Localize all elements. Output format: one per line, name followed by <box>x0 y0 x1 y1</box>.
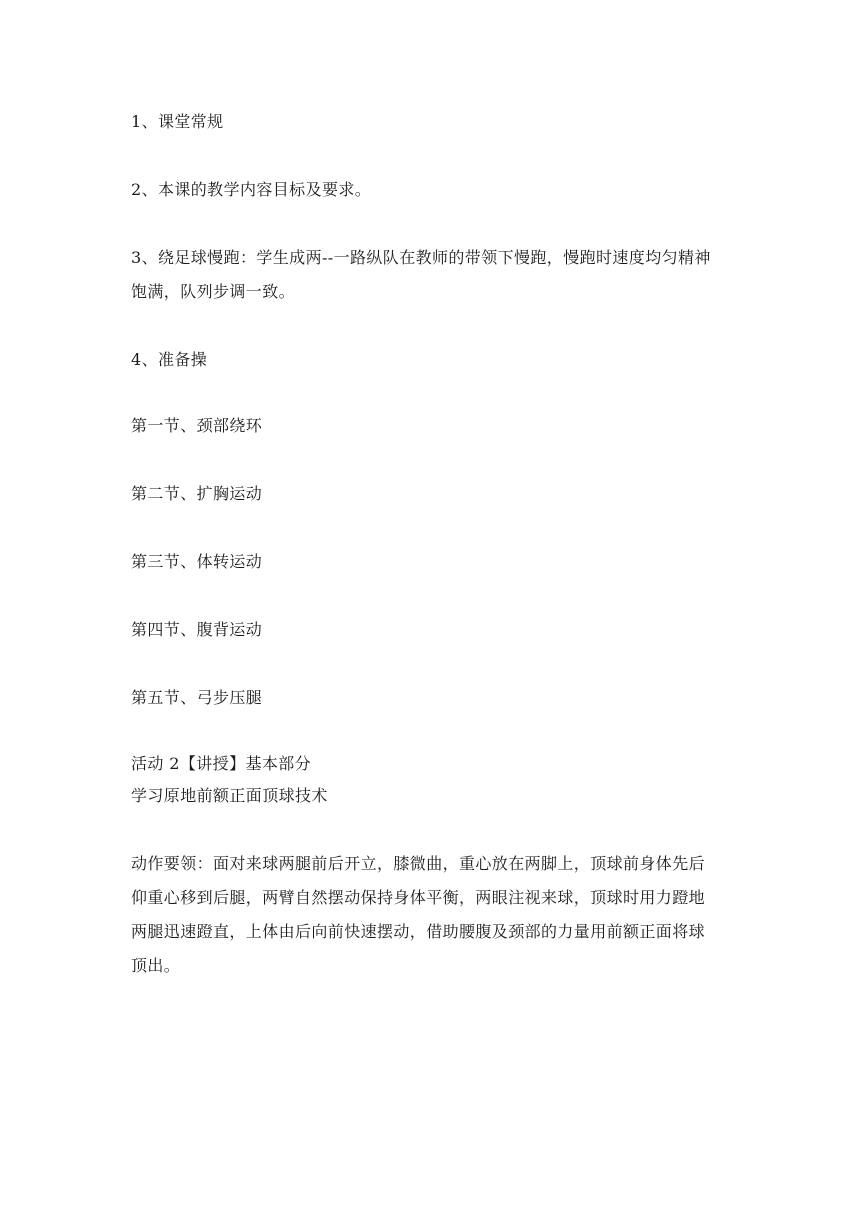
technique-line-3: 两腿迅速蹬直，上体由后向前快速摆动，借助腰腹及颈部的力量用前额正面将球 <box>131 922 706 941</box>
activity-heading: 活动 2【讲授】基本部分 <box>131 754 312 773</box>
list-item-lesson-goals: 2、本课的教学内容目标及要求。 <box>131 180 372 199</box>
list-item-jog-line-2: 饱满，队列步调一致。 <box>131 282 296 301</box>
technique-line-2: 仰重心移到后腿，两臂自然摆动保持身体平衡，两眼注视来球，顶球时用力蹬地 <box>131 888 706 907</box>
technique-line-1: 动作要领：面对来球两腿前后开立，膝微曲，重心放在两脚上，顶球前身体先后 <box>131 854 706 873</box>
list-item-jog-line-1: 3、绕足球慢跑：学生成两--一路纵队在教师的带领下慢跑，慢跑时速度均匀精神 <box>131 248 711 267</box>
exercise-section-1: 第一节、颈部绕环 <box>131 416 263 435</box>
list-item-warmup: 4、准备操 <box>131 350 208 369</box>
exercise-section-4: 第四节、腹背运动 <box>131 620 263 639</box>
exercise-section-5: 第五节、弓步压腿 <box>131 688 263 707</box>
activity-subheading: 学习原地前额正面顶球技术 <box>131 786 328 805</box>
list-item-class-routine: 1、课堂常规 <box>131 112 224 131</box>
exercise-section-2: 第二节、扩胸运动 <box>131 484 263 503</box>
exercise-section-3: 第三节、体转运动 <box>131 552 263 571</box>
technique-line-4: 顶出。 <box>131 956 181 975</box>
